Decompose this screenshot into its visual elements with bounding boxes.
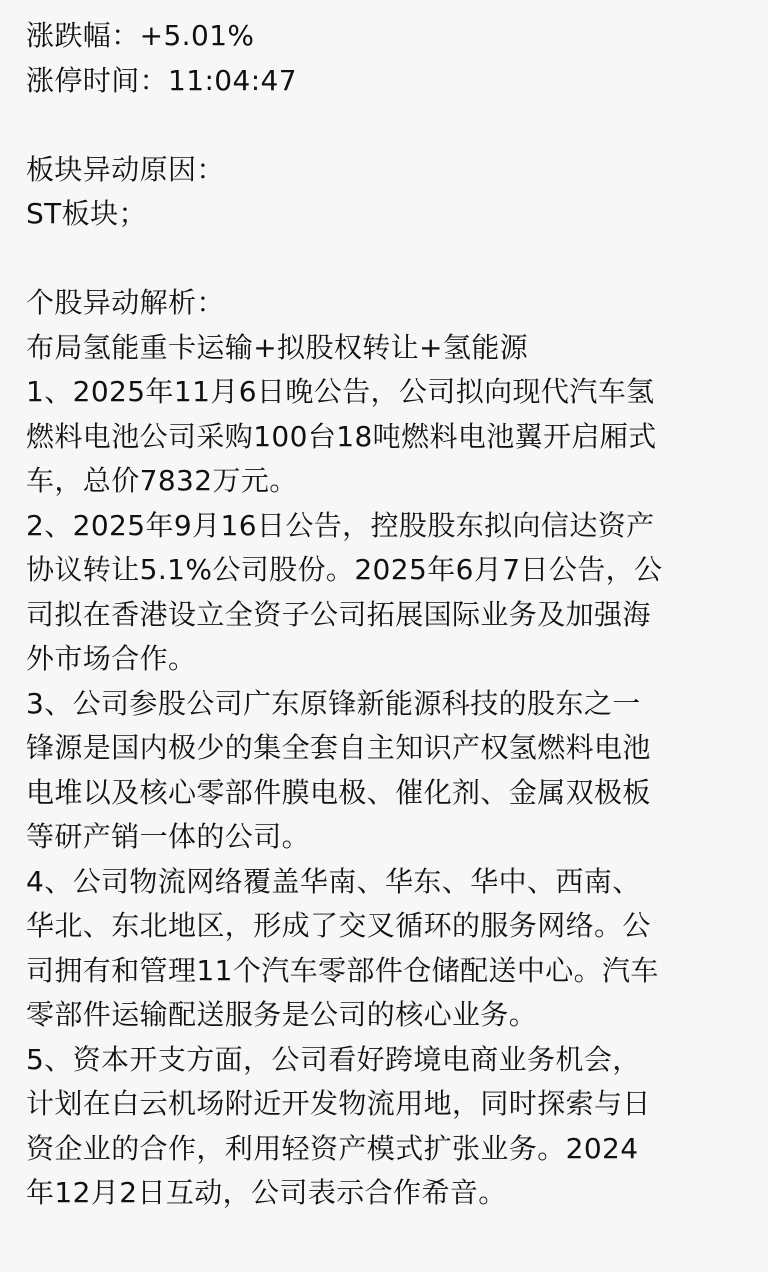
stock-theme: 布局氢能重卡运输+拟股权转让+氢能源 [26,330,529,364]
text-line: 司拟在香港设立全资子公司拓展国际业务及加强海 [26,597,651,631]
text-line: 资企业的合作，利用轻资产模式扩张业务。2024 [26,1131,639,1165]
analysis-item-5 [26,1038,746,1216]
analysis-item-1 [26,370,746,504]
spacer [26,103,746,148]
text-line: 协议转让5.1%公司股份。2025年6月7日公告，公 [26,553,663,586]
price-change-line [26,14,746,59]
stock-analysis-heading: 个股异动解析： [26,286,225,319]
price-change-value: +5.01% [139,19,255,52]
text-line: 燃料电池公司采购100台18吨燃料电池翼开启厢式 [26,419,657,453]
spacer [26,237,746,282]
text-line: 2、2025年9月16日公告，控股股东拟向信达资产 [26,508,655,542]
text-line: 锋源是国内极少的集全套自主知识产权氢燃料电池 [26,731,651,764]
text-line: 4、公司物流网络覆盖华南、华东、华中、西南、 [26,864,641,898]
price-change-label: 涨跌幅： [26,19,140,52]
text-line: 司拥有和管理11个汽车零部件仓储配送中心。汽车 [26,953,659,987]
text-line: 零部件运输配送服务是公司的核心业务。 [26,998,538,1031]
limit-up-time-value: 11:04:47 [168,63,297,97]
limit-up-time-line [26,59,746,104]
analysis-item-4 [26,860,746,1038]
text-line: 5、资本开支方面，公司看好跨境电商业务机会， [26,1042,641,1076]
text-line: 3、公司参股公司广东原锋新能源科技的股东之一 [26,686,641,720]
sector-value: ST板块； [26,197,147,230]
analysis-item-2 [26,504,746,682]
text-line: 年12月2日互动，公司表示合作希音。 [26,1176,507,1209]
text-line: 华北、东北地区，形成了交叉循环的服务网络。公 [26,909,651,942]
text-line: 外市场合作。 [26,642,197,675]
text-line: 计划在白云机场附近开发物流用地，同时探索与日 [26,1087,651,1120]
article-body [26,14,746,1216]
sector-heading: 板块异动原因： [26,152,225,186]
text-line: 电堆以及核心零部件膜电极、催化剂、金属双极板 [26,775,651,809]
text-line: 1、2025年11月6日晚公告，公司拟向现代汽车氢 [26,375,655,408]
text-line: 车，总价7832万元。 [26,464,298,497]
text-line: 等研产销一体的公司。 [26,820,311,853]
analysis-item-3 [26,682,746,860]
limit-up-time-label: 涨停时间： [26,63,169,97]
